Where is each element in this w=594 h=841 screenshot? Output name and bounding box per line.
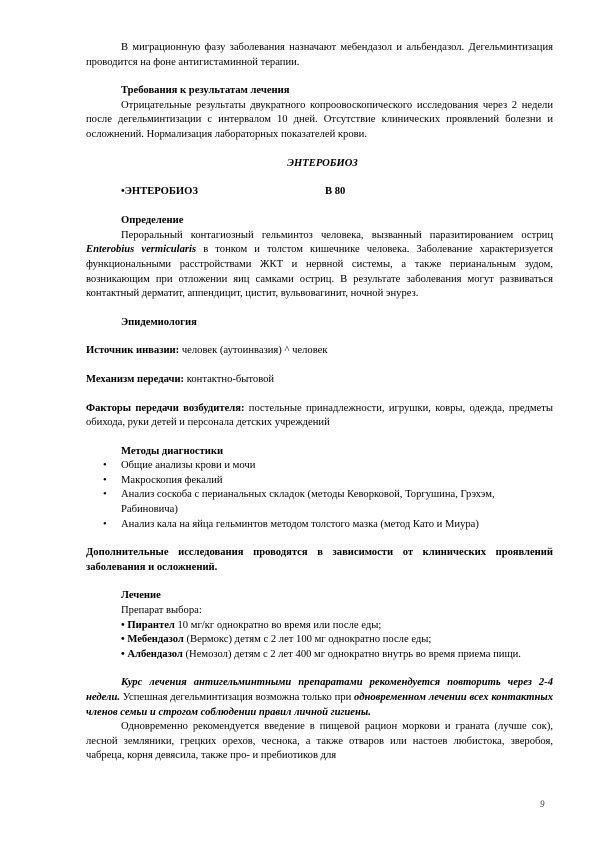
paragraph-migration-phase: В миграционную фазу заболевания назначают мебендазол и альбендазол. Дегельминтизация проводится на фоне антигистаминной терапии. [86,42,553,68]
page-content [86,41,553,764]
heading-epidemiology: Эпидемиология [121,316,197,328]
drug-pirantel: • Пирантел 10 мг/кг однократно во время или после еды; [121,619,382,631]
latin-name: Enterobius vermicularis [86,244,197,256]
paragraph-diet: Одновременно рекомендуется введение в пищевой рацион моркови и граната (лучше сок), лесной земляники, грецких орехов, чеснока, а также отваров или настоев любистока, зверобоя, чабреца, корня девясила, также про- и пребиотиков для [86,721,553,762]
heading-diagnostics: Методы диагностики [121,445,224,457]
disease-code: В 80 [325,186,346,198]
paragraph-transmission-factors: Факторы передачи возбудителя: постельные принадлежности, игрушки, ковры, одежда, предметы обихода, руки детей и персонала детских учреждений [86,402,553,429]
diagnostics-list [86,459,553,532]
heading-treatment: Лечение [121,590,161,602]
list-item: • Анализ соскоба с перианальных складок (методы Кеворковой, Торгушина, Грэхэм, Рабиновича) [103,489,495,516]
page-number: 9 [540,799,545,809]
heading-definition: Определение [121,215,184,227]
paragraph-treatment-requirements: Отрицательные результаты двукратного копроовоскопического исследования через 2 недели после дегельминтизации с интервалом 10 дней. Отсутствие клинических проявлений болезни и осложнений. Нормализация лабораторных показателей крови. [86,99,553,140]
disease-title-row [86,185,553,200]
drug-albendazol: • Албендазол (Немозол) детям с 2 лет 400 мг однократно внутрь во время приема пищи. [121,648,521,660]
paragraph-transmission-mechanism: Механизм передачи: контактно-бытовой [86,373,275,385]
paragraph-additional-tests: Дополнительные исследования проводятся в зависимости от клинических проявлений заболевания и осложнений. [86,547,553,573]
section-title: ЭНТЕРОБИОЗ [287,157,358,169]
paragraph-infection-source: Источник инвазии: человек (аутоинвазия) ^ человек [86,345,328,357]
list-item: • Макроскопия фекалий [103,474,223,486]
paragraph-definition: Пероральный контагиозный гельминтоз человека, вызванный паразитированием остриц Enterobius vermicularis в тонком и толстом кишечнике человека. Заболевание характеризуется функциональными расстройствами ЖКТ и нервной системы, а также перианальным зудом, возникающим при отложении яиц самками остриц. В результате заболевания могут развиваться контактный дерматит, аппендицит, цистит, вульвовагинит, ночной энурез. [86,229,553,300]
drug-mebendazol: • Мебендазол (Вермокс) детям с 2 лет 100 мг однократно после еды; [121,634,432,646]
paragraph-treatment-course: Курс лечения антигельминтными препаратами рекомендуется повторить через 2-4 недели. Успешная дегельминтизация возможна только при одновременном лечении всех контактных членов семьи и строгом соблюдении правил личной гигиены. [86,677,553,718]
list-item: • Анализ кала на яйца гельминтов методом толстого мазка (метод Като и Миура) [103,518,479,530]
list-item: • Общие анализы крови и мочи [103,460,256,472]
disease-name: •ЭНТЕРОБИОЗ [121,186,198,198]
heading-treatment-requirements: Требования к результатам лечения [121,85,290,97]
drug-of-choice-label: Препарат выбора: [121,605,202,617]
